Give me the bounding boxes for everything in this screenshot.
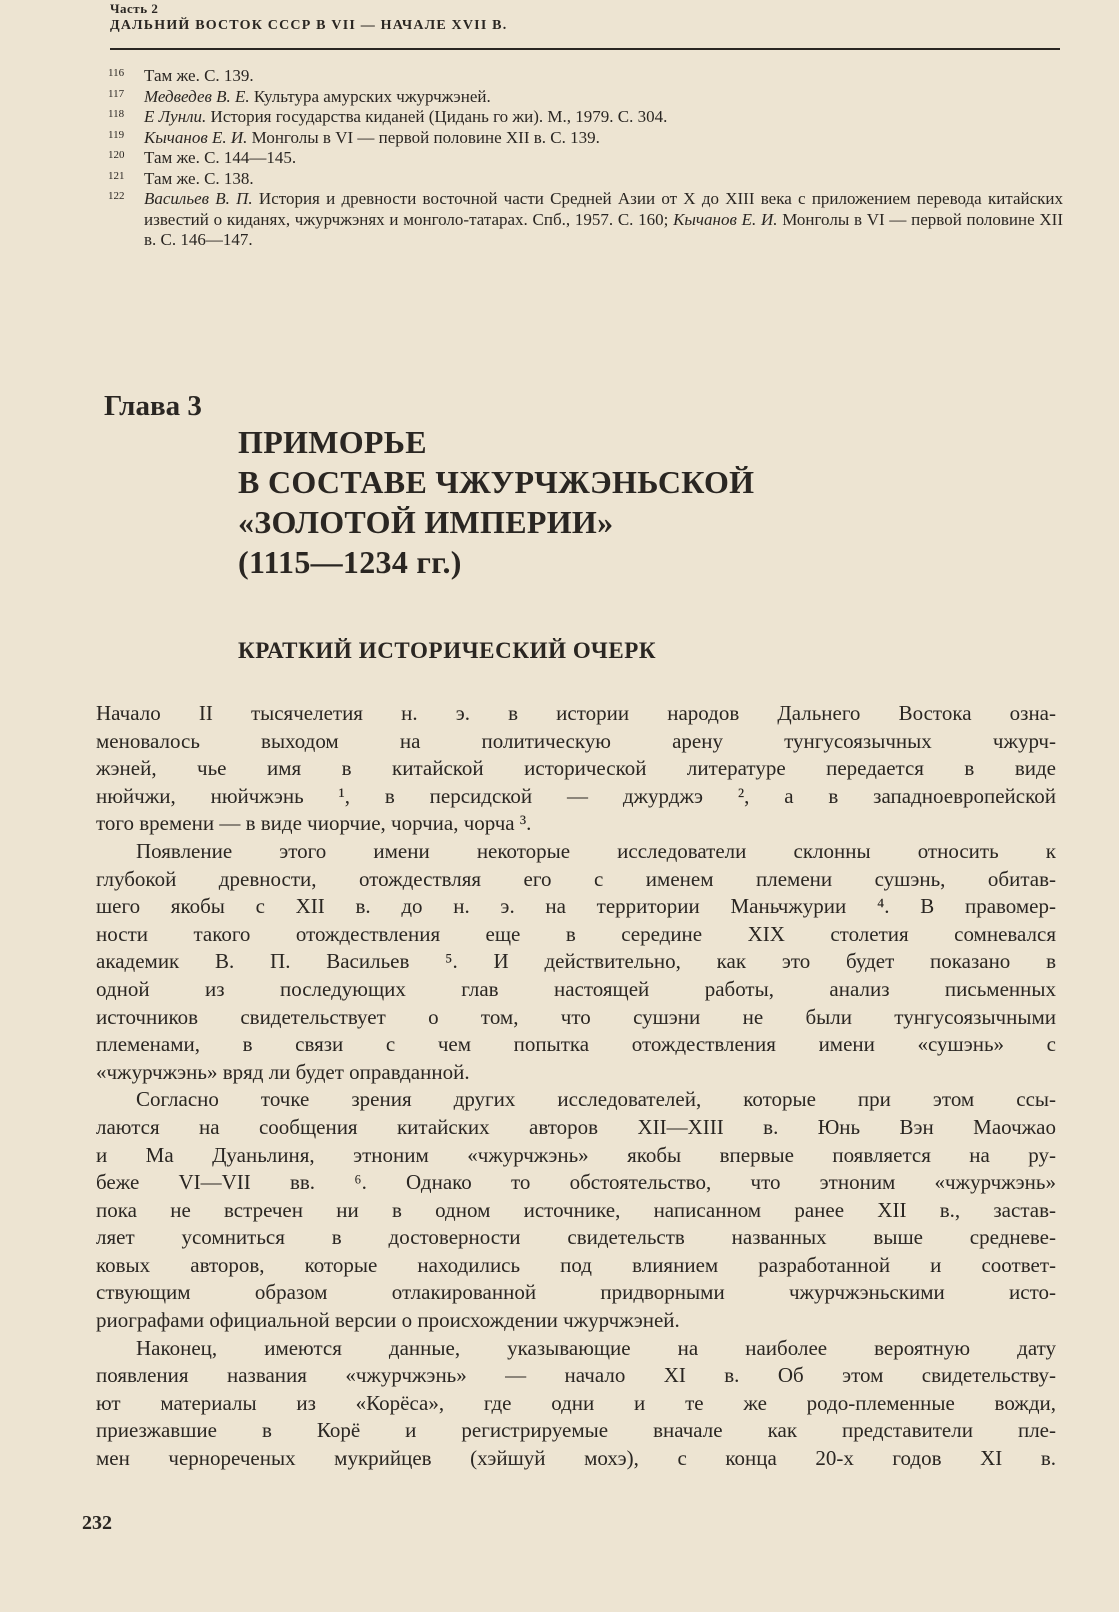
footnote-117 bbox=[108, 87, 1063, 108]
footnote-number: 118 bbox=[108, 108, 125, 120]
body-line: ляет усомниться в достоверности свидетельств названных выше средневе- bbox=[96, 1225, 1056, 1250]
chapter-title-line: В СОСТАВЕ ЧЖУРЧЖЭНЬСКОЙ bbox=[238, 464, 755, 500]
body-line: ности такого отождествления еще в середине XIX столетия сомневался bbox=[96, 921, 1056, 946]
body-line: лаются на сообщения китайских авторов XII—XIII в. Юнь Вэн Маочжао bbox=[96, 1114, 1056, 1139]
footnote-number: 122 bbox=[108, 190, 125, 202]
page-number: 232 bbox=[82, 1512, 112, 1534]
body-line: ковых авторов, которые находились под влиянием разработанной и соответ- bbox=[96, 1252, 1056, 1277]
header-rule bbox=[110, 48, 1060, 50]
body-line: Согласно точке зрения других исследователей, которые при этом ссы- bbox=[136, 1087, 1056, 1112]
footnote-number: 117 bbox=[108, 87, 125, 100]
running-head-part: Часть 2 bbox=[110, 1, 159, 16]
body-line: приезжавшие в Корё и регистрируемые вначале как представители пле- bbox=[96, 1418, 1056, 1443]
body-line: того времени — в виде чиорчие, чорчиа, чорча ³. bbox=[96, 811, 532, 836]
body-line: пока не встречен ни в одном источнике, написанном ранее XII в., застав- bbox=[96, 1197, 1056, 1222]
footnote-121 bbox=[108, 169, 1063, 190]
footnote-author: Кычанов Е. И. bbox=[673, 209, 778, 229]
body-line: риографами официальной версии о происхождении чжурчжэней. bbox=[96, 1308, 680, 1333]
body-line: ствующим образом отлакированной придворными чжурчжэньскими исто- bbox=[96, 1280, 1056, 1305]
footnote-116 bbox=[108, 66, 1063, 87]
footnote-text: Васильев В. П. История и древности восточной части Средней Азии от X до XIII века с приложением перевода китайских известий о киданях, чжурчжэнях и монголо-татарах. Спб., 1957. С. 160; Кычанов Е. И. Монголы в VI — первой половине XII в. С. 146—147. bbox=[144, 189, 1063, 249]
footnote-text: Там же. С. 139. bbox=[144, 66, 254, 85]
body-line: племенами, в связи с чем попытка отождествления имени «сушэнь» с bbox=[96, 1032, 1056, 1057]
running-head-title: ДАЛЬНИЙ ВОСТОК СССР В VII — НАЧАЛЕ XVII В. bbox=[110, 18, 508, 33]
body-line: нюйчжи, нюйчжэнь ¹, в персидской — джурджэ ², а в западноевропейской bbox=[96, 783, 1056, 808]
body-line: меновалось выходом на политическую арену тунгусоязычных чжурч- bbox=[96, 728, 1056, 753]
running-head bbox=[110, 2, 1070, 36]
section-heading: КРАТКИЙ ИСТОРИЧЕСКИЙ ОЧЕРК bbox=[238, 638, 657, 663]
chapter-label: Глава 3 bbox=[104, 390, 202, 422]
footnote-number: 116 bbox=[108, 67, 125, 79]
footnote-author: Е Лунли. bbox=[144, 107, 207, 126]
footnote-120 bbox=[108, 148, 1063, 169]
body-line: академик В. П. Васильев ⁵. И действительно, как это будет показано в bbox=[96, 949, 1056, 974]
body-line: беже VI—VII вв. ⁶. Однако то обстоятельство, что этноним «чжурчжэнь» bbox=[96, 1170, 1056, 1195]
footnote-122 bbox=[108, 189, 1063, 251]
footnotes bbox=[108, 66, 1063, 251]
footnote-text: Медведев В. Е. Культура амурских чжурчжэней. bbox=[144, 86, 491, 106]
footnote-number: 120 bbox=[108, 149, 125, 161]
footnote-author: Медведев В. Е. bbox=[144, 86, 250, 106]
footnote-number: 121 bbox=[108, 169, 125, 182]
body-line: Появление этого имени некоторые исследователи склонны относить к bbox=[136, 838, 1056, 863]
body-line: появления названия «чжурчжэнь» — начало XI в. Об этом свидетельству- bbox=[96, 1363, 1056, 1388]
body-line: источников свидетельствует о том, что сушэни не были тунгусоязычными bbox=[96, 1004, 1056, 1029]
body-line: ют материалы из «Корёса», где одни и те же родо-племенные вожди, bbox=[96, 1390, 1056, 1415]
chapter-title-line: (1115—1234 гг.) bbox=[238, 544, 462, 580]
footnote-author: Васильев В. П. bbox=[144, 189, 253, 208]
footnote-text: Там же. С. 138. bbox=[144, 168, 254, 188]
footnote-text: Там же. С. 144—145. bbox=[144, 148, 297, 167]
chapter-title-line: «ЗОЛОТОЙ ИМПЕРИИ» bbox=[238, 504, 614, 540]
body-line: жэней, чье имя в китайской исторической литературе передается в виде bbox=[96, 756, 1056, 781]
body-text bbox=[96, 700, 1056, 1473]
footnote-119 bbox=[108, 128, 1063, 149]
body-line: и Ма Дуаньлиня, этноним «чжурчжэнь» якобы впервые появляется на ру- bbox=[96, 1142, 1056, 1167]
footnote-author: Кычанов Е. И. bbox=[144, 127, 248, 147]
body-line: шего якобы с XII в. до н. э. на территории Маньчжурии ⁴. В правомер- bbox=[96, 894, 1056, 919]
body-line: глубокой древности, отождествляя его с именем племени сушэнь, обитав- bbox=[96, 866, 1056, 891]
chapter-title bbox=[238, 422, 754, 582]
body-line: Начало II тысячелетия н. э. в истории народов Дальнего Востока озна- bbox=[96, 701, 1056, 725]
footnote-text: Кычанов Е. И. Монголы в VI — первой половине XII в. С. 139. bbox=[144, 127, 600, 147]
chapter-title-line: ПРИМОРЬЕ bbox=[238, 424, 427, 460]
body-line: одной из последующих глав настоящей работы, анализ письменных bbox=[96, 976, 1056, 1001]
body-line: Наконец, имеются данные, указывающие на наиболее вероятную дату bbox=[136, 1335, 1056, 1360]
footnote-118 bbox=[108, 107, 1063, 128]
body-line: мен чернореченых мукрийцев (хэйшуй мохэ), с конца 20-х годов XI в. bbox=[96, 1446, 1056, 1471]
footnote-text: Е Лунли. История государства киданей (Цидань го жи). М., 1979. С. 304. bbox=[144, 107, 668, 126]
footnote-number: 119 bbox=[108, 128, 125, 141]
body-line: «чжурчжэнь» вряд ли будет оправданной. bbox=[96, 1059, 470, 1084]
